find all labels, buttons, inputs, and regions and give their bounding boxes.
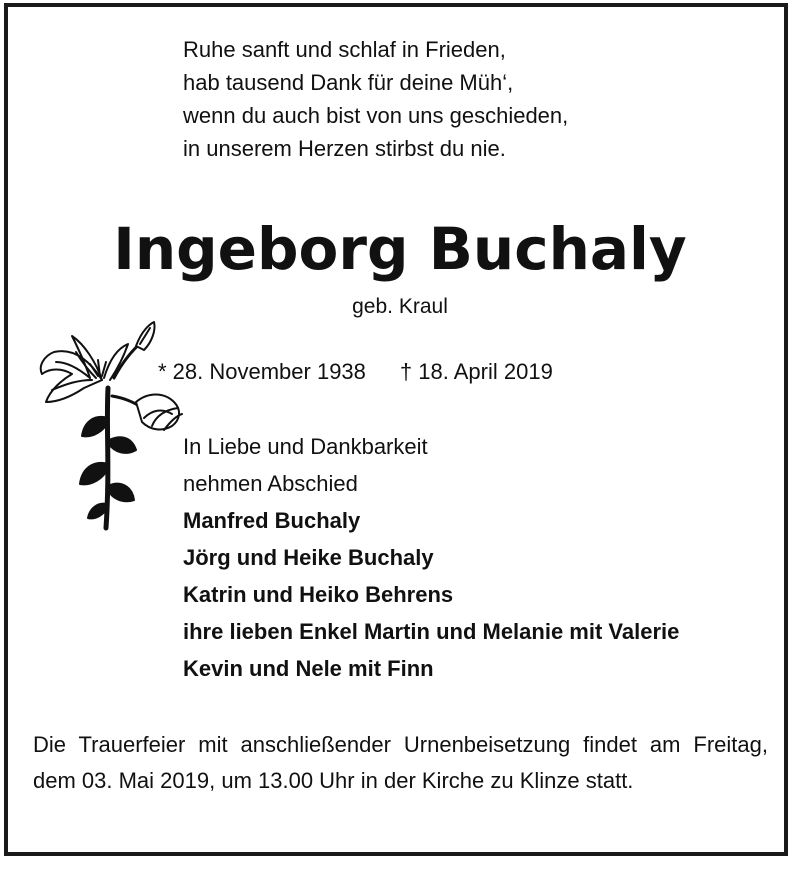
mourners-intro-line: nehmen Abschied: [183, 471, 358, 496]
ceremony-notice: Die Trauerfeier mit anschließender Urnenbeisetzung findet am Freitag, dem 03. Mai 2019, um 13.00 Uhr in der Kirche zu Klinze statt.: [33, 732, 768, 793]
mourner-name: Kevin und Nele mit Finn: [183, 656, 434, 681]
poem-line: hab tausend Dank für deine Müh‘,: [183, 70, 514, 95]
poem: [183, 33, 568, 165]
life-dates: [158, 357, 553, 387]
mourner-name: Jörg und Heike Buchaly: [183, 545, 434, 570]
poem-line: Ruhe sanft und schlaf in Frieden,: [183, 37, 506, 62]
mourner-name: Katrin und Heiko Behrens: [183, 582, 454, 607]
poem-line: in unserem Herzen stirbst du nie.: [183, 136, 506, 161]
lily-icon: [32, 318, 184, 536]
deceased-name: Ingeborg Buchaly: [113, 215, 687, 283]
maiden-name: geb. Kraul: [352, 295, 448, 318]
mourners-intro-line: In Liebe und Dankbarkeit: [183, 434, 428, 459]
mourner-name: Manfred Buchaly: [183, 508, 361, 533]
mourner-name: ihre lieben Enkel Martin und Melanie mit Valerie: [183, 619, 680, 644]
death-date: † 18. April 2019: [399, 359, 553, 384]
birth-date: * 28. November 1938: [158, 359, 366, 384]
mourners-block: [183, 428, 679, 687]
poem-line: wenn du auch bist von uns geschieden,: [183, 103, 569, 128]
